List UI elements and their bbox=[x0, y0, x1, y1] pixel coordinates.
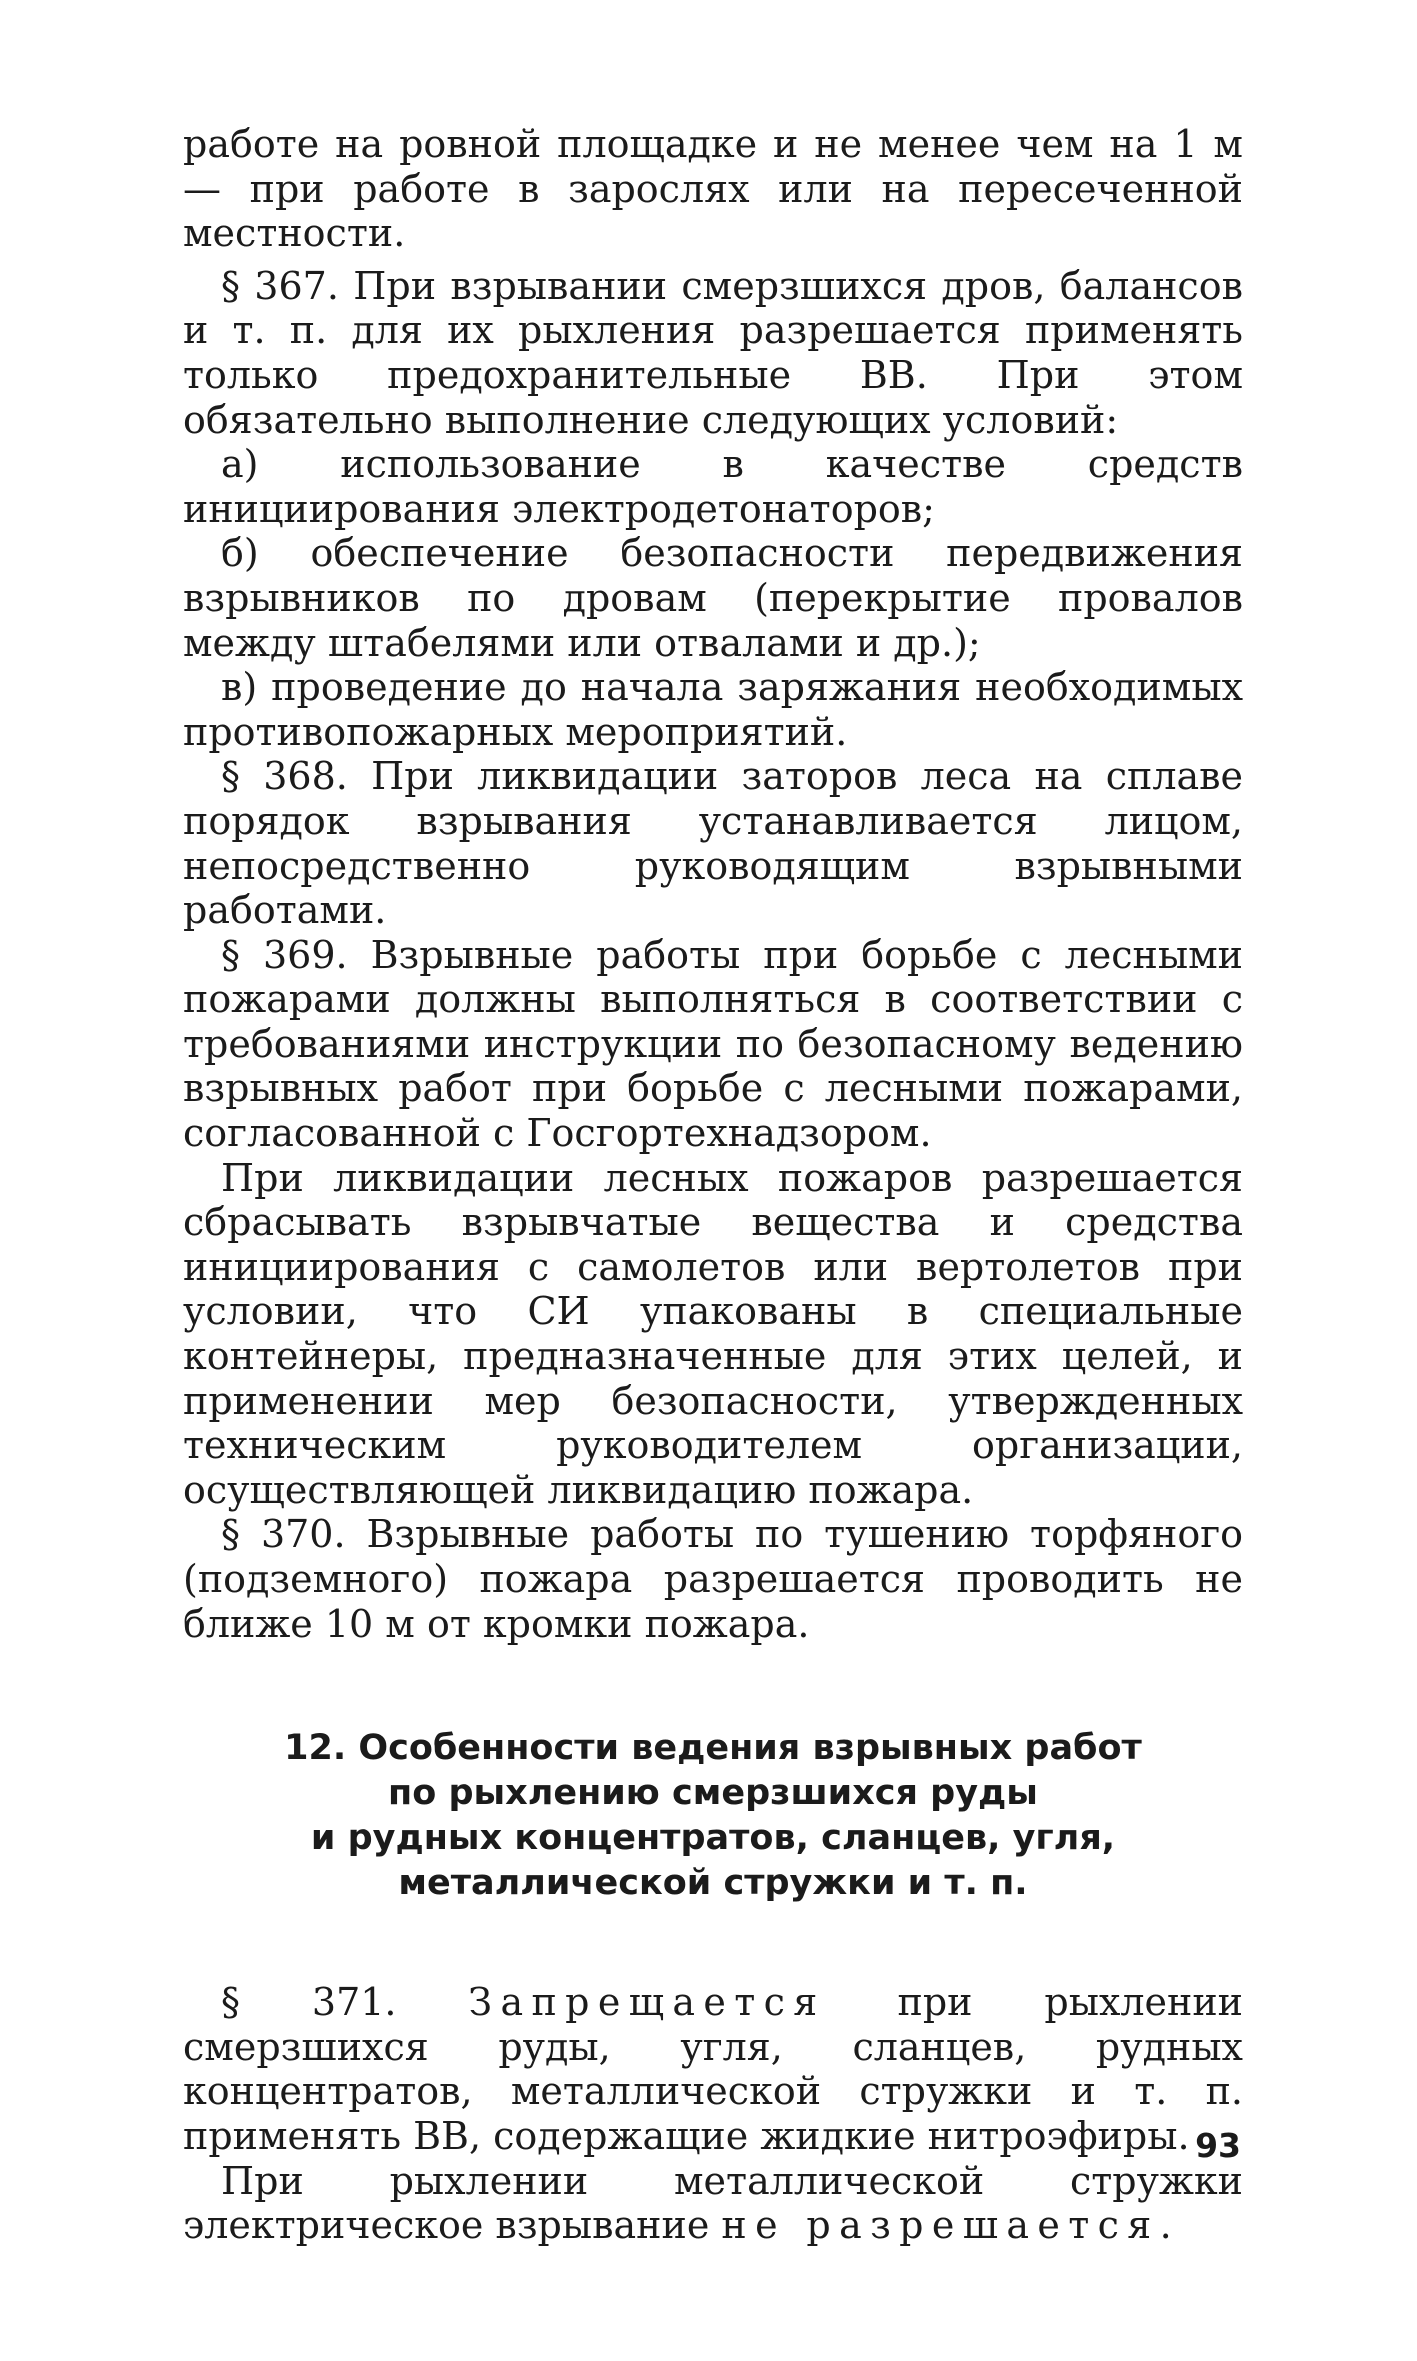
paragraph-368: § 368. При ликвидации заторов леса на сплаве порядок взрывания устанавливается лицом, непосредственно руководящим взрывными работами. bbox=[183, 754, 1243, 933]
paragraph-last bbox=[183, 2159, 1243, 2248]
list-item-a: а) использование в качестве средств инициирования электродетонаторов; bbox=[183, 442, 1243, 531]
section-heading-line: металлической стружки и т. п. bbox=[398, 1863, 1028, 1904]
paragraph-369: § 369. Взрывные работы при борьбе с лесными пожарами должны выполняться в соответствии с требованиями инструкции по безопасному ведению взрывных работ при борьбе с лесными пожарами, согласованной с Госгортехнадзором. bbox=[183, 932, 1243, 1156]
section-heading-line: 12. Особенности ведения взрывных работ bbox=[284, 1728, 1142, 1769]
list-item-c: в) проведение до начала заряжания необходимых противопожарных мероприятий. bbox=[183, 665, 1243, 754]
paragraph-371 bbox=[183, 1980, 1243, 2158]
section-heading-line: по рыхлению смерзшихся руды bbox=[388, 1773, 1038, 1814]
paragraph-367: § 367. При взрывании смерзшихся дров, балансов и т. п. для их рыхления разрешается применять только предохранительные ВВ. При этом обязательно выполнение следующих условий: bbox=[183, 263, 1243, 442]
body-text bbox=[183, 122, 1243, 2248]
section-heading-line: и рудных концентратов, сланцев, угля, bbox=[310, 1818, 1116, 1859]
paragraph-text: при рыхлении смерзшихся руды, угля, сланцев, рудных концентратов, металлической стружки и т. п. применять ВВ, содержащие жидкие нитроэфиры. bbox=[183, 1980, 1243, 2158]
paragraph-370: § 370. Взрывные работы по тушению торфяного (подземного) пожара разрешается проводить не ближе 10 м от кромки пожара. bbox=[183, 1512, 1243, 1646]
section-heading bbox=[183, 1726, 1243, 1906]
paragraph-continuation: работе на ровной площадке и не менее чем на 1 м — при работе в зарослях или на пересеченной местности. bbox=[183, 122, 1243, 256]
page-number: 93 bbox=[1195, 2126, 1241, 2165]
emphasis-spaced: не разрешается bbox=[721, 2203, 1160, 2248]
paragraph-text: При рыхлении металлической стружки электрическое взрывание bbox=[183, 2158, 1243, 2248]
paragraph-number: § 371. bbox=[221, 1980, 397, 2025]
paragraph-forest-fires: При ликвидации лесных пожаров разрешается сбрасывать взрывчатые вещества и средства инициирования с самолетов или вертолетов при условии, что СИ упакованы в специальные контейнеры, предназначенные для этих целей, и применении мер безопасности, утвержденных техническим руководителем организации, осуществляющей ликвидацию пожара. bbox=[183, 1155, 1243, 1512]
paragraph-end: . bbox=[1159, 2203, 1172, 2248]
emphasis-spaced: Запрещается bbox=[468, 1980, 826, 2025]
list-item-b: б) обеспечение безопасности передвижения взрывников по дровам (перекрытие провалов между штабелями или отвалами и др.); bbox=[183, 531, 1243, 665]
